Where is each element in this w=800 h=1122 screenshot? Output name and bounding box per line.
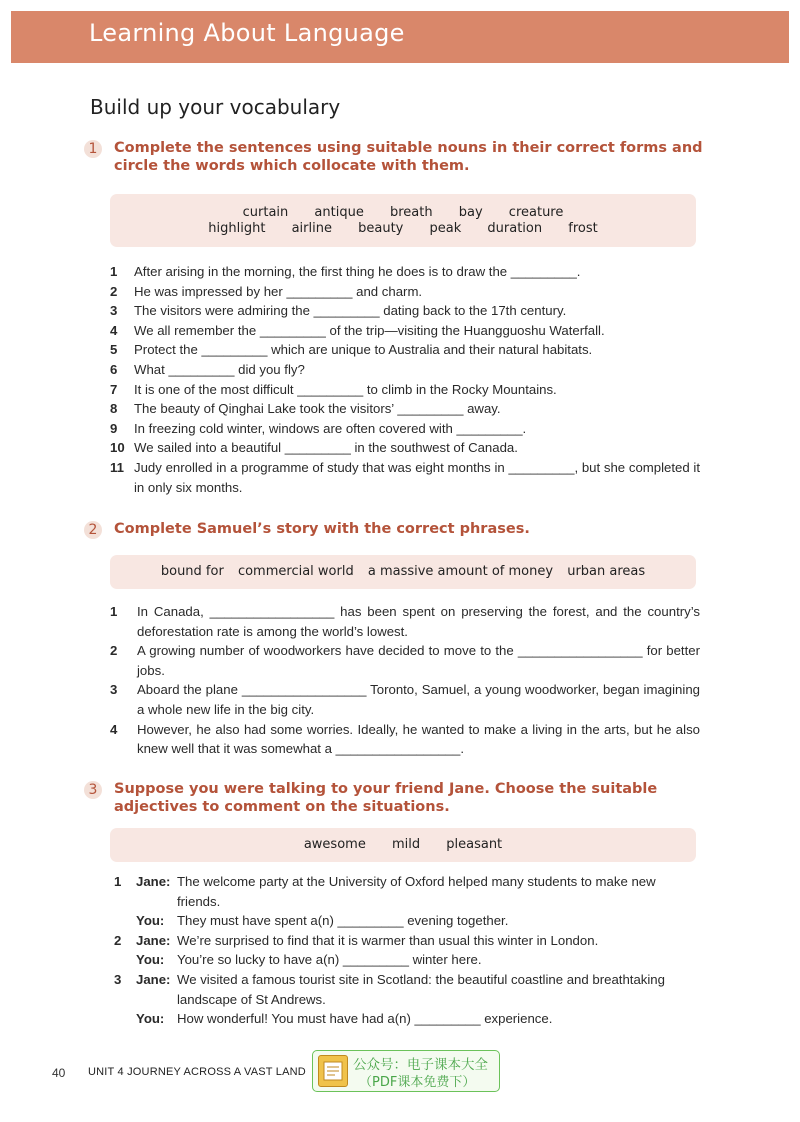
exercise-instruction: Complete the sentences using suitable nouns in their correct forms and circle the words which collocate with them. (114, 140, 703, 174)
word-chip: frost (568, 221, 598, 236)
watermark-badge (312, 1050, 500, 1092)
dialogue-line-jane (110, 970, 700, 1009)
word-chip: beauty (358, 221, 404, 236)
unit-title: UNIT 4 JOURNEY ACROSS A VAST LAND (88, 1066, 306, 1078)
item-text: Aboard the plane _________________ Toronto, Samuel, a young woodworker, began imagining a whole new life in the big city. (137, 682, 700, 717)
item-text: The beauty of Qinghai Lake took the visitors’ _________ away. (134, 401, 501, 417)
speaker-label: You: (136, 952, 165, 968)
list-item (110, 340, 700, 360)
exercise-instruction: Complete Samuel’s story with the correct phrases. (114, 521, 530, 537)
item-number: 7 (110, 381, 118, 397)
header-bar (11, 11, 789, 63)
list-item (110, 321, 700, 341)
word-chip: mild (391, 837, 421, 852)
item-number: 10 (110, 440, 125, 456)
dialogue-text: You’re so lucky to have a(n) _________ winter here. (177, 952, 482, 968)
item-number: 1 (114, 874, 122, 889)
item-text: Protect the _________ which are unique to Australia and their natural habitats. (134, 342, 593, 358)
dialogue-line-you (110, 911, 700, 931)
exercise-1-list (110, 262, 700, 497)
speaker-label: Jane: (136, 971, 171, 987)
item-text: What _________ did you fly? (134, 361, 305, 377)
watermark-line-2: （PDF课本免费下） (359, 1075, 476, 1090)
item-number: 8 (110, 401, 118, 417)
item-number: 6 (110, 361, 118, 377)
word-chip: pleasant (446, 837, 503, 852)
item-number: 4 (110, 322, 118, 338)
item-text: A growing number of woodworkers have decided to move to the _________________ for better jobs. (137, 643, 700, 678)
dialogue (110, 931, 700, 970)
phrase-chip: a massive amount of money (367, 564, 554, 579)
phrase-chip: commercial world (237, 564, 354, 579)
list-item (110, 602, 700, 641)
exercise-3-dialogues (110, 872, 700, 1029)
list-item (110, 282, 700, 302)
word-chip: highlight (208, 221, 266, 236)
word-chip: antique (314, 205, 364, 220)
dialogue-line-you (110, 950, 700, 970)
word-bank-row (110, 205, 696, 221)
item-number: 4 (110, 721, 118, 737)
item-number: 3 (110, 303, 118, 319)
phrase-chip: urban areas (567, 564, 646, 579)
list-item (110, 301, 700, 321)
phrase-chip: bound for (160, 564, 224, 579)
item-number: 3 (110, 682, 118, 698)
dialogue-text: They must have spent a(n) _________ evening together. (177, 913, 509, 929)
word-bank-1 (110, 194, 696, 247)
list-item (110, 680, 700, 719)
item-number: 3 (114, 971, 122, 987)
adjective-bank (110, 828, 696, 862)
item-text: However, he also had some worries. Ideally, he wanted to make a living in the arts, but he also knew well that it was somewhat a _________________. (137, 721, 700, 757)
list-item (110, 641, 700, 680)
item-text: It is one of the most difficult _________ to climb in the Rocky Mountains. (134, 381, 557, 397)
item-number: 2 (110, 643, 118, 659)
item-number: 5 (110, 342, 118, 358)
item-text: We sailed into a beautiful _________ in the southwest of Canada. (134, 440, 518, 456)
item-number: 11 (110, 459, 124, 475)
dialogue (110, 872, 700, 931)
dialogue-text: We visited a famous tourist site in Scotland: the beautiful coastline and breathtaking landscape of St Andrews. (177, 971, 665, 1007)
speaker-label: You: (136, 1011, 165, 1027)
word-chip: creature (508, 205, 564, 220)
word-bank-row (110, 221, 696, 237)
word-chip: peak (429, 221, 462, 236)
item-text: The visitors were admiring the _________ dating back to the 17th century. (134, 303, 567, 319)
list-item (110, 380, 700, 400)
exercise-instruction: Suppose you were talking to your friend Jane. Choose the suitable adjectives to comment on the situations. (114, 781, 658, 815)
word-chip: airline (291, 221, 332, 236)
exercise-number: 2 (84, 521, 102, 539)
word-chip: awesome (303, 837, 366, 852)
exercise-number: 1 (84, 140, 102, 158)
dialogue-line-jane (110, 931, 700, 951)
list-item (110, 438, 700, 458)
word-chip: bay (458, 205, 483, 220)
item-text: In Canada, _________________ has been spent on preserving the forest, and the country’s deforestation rate is among the world’s lowest. (137, 604, 700, 639)
list-item (110, 458, 700, 497)
phrase-bank (110, 555, 696, 589)
dialogue-text: We’re surprised to find that it is warmer than usual this winter in London. (177, 932, 599, 948)
list-item (110, 419, 700, 439)
item-number: 1 (110, 264, 118, 279)
speaker-label: Jane: (136, 932, 171, 948)
page-title: Learning About Language (89, 19, 405, 47)
dialogue-line-jane (110, 872, 700, 911)
word-chip: curtain (242, 205, 289, 220)
speaker-label: You: (136, 913, 165, 929)
list-item (110, 399, 700, 419)
item-text: We all remember the _________ of the trip—visiting the Huangguoshu Waterfall. (134, 322, 605, 338)
item-text: Judy enrolled in a programme of study that was eight months in _________, but she completed it in only six months. (134, 459, 700, 495)
section-title: Build up your vocabulary (90, 95, 341, 119)
page-number: 40 (52, 1066, 66, 1080)
exercise-2-list (110, 602, 700, 759)
item-text: He was impressed by her _________ and charm. (134, 283, 423, 299)
item-number: 9 (110, 420, 118, 436)
list-item (110, 720, 700, 759)
dialogue-line-you (110, 1009, 700, 1029)
dialogue-text: How wonderful! You must have had a(n) _________ experience. (177, 1011, 553, 1027)
list-item (110, 262, 700, 282)
word-chip: breath (389, 205, 433, 220)
item-number: 2 (110, 283, 118, 299)
exercise-number: 3 (84, 781, 102, 799)
watermark-line-1: 公众号：电子课本大全 (353, 1057, 488, 1073)
dialogue (110, 970, 700, 1029)
dialogue-text: The welcome party at the University of Oxford helped many students to make new friends. (177, 874, 656, 909)
item-text: After arising in the morning, the first thing he does is to draw the _________. (134, 264, 581, 279)
speaker-label: Jane: (136, 874, 171, 889)
item-number: 2 (114, 932, 122, 948)
book-icon (318, 1055, 348, 1087)
item-number: 1 (110, 604, 118, 619)
list-item (110, 360, 700, 380)
item-text: In freezing cold winter, windows are often covered with _________. (134, 420, 527, 436)
word-chip: duration (487, 221, 543, 236)
